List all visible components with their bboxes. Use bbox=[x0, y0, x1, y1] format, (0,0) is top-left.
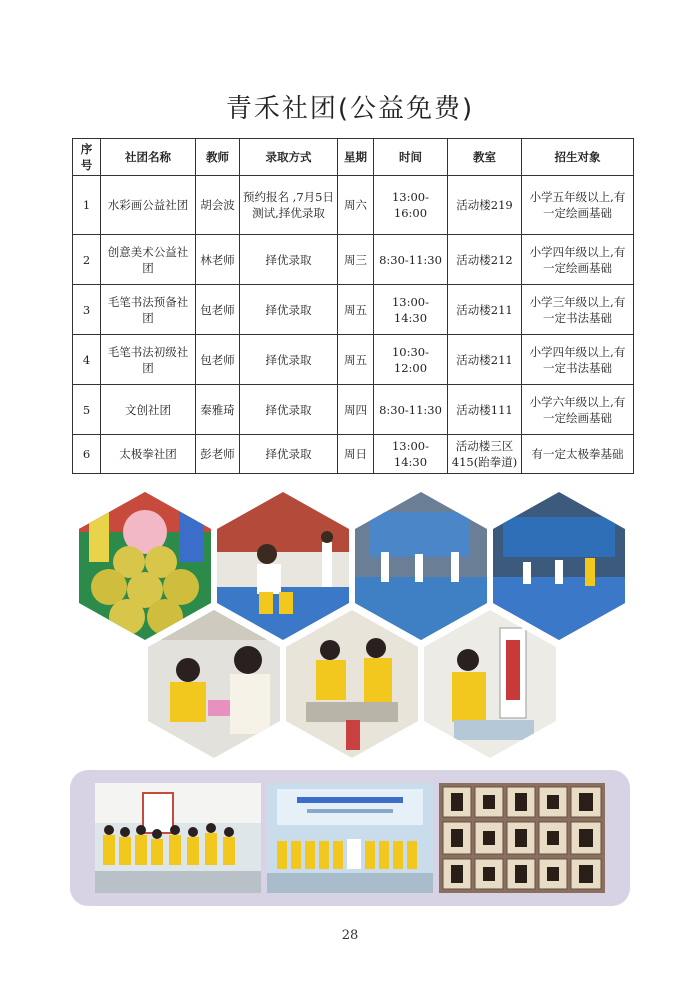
table-row bbox=[73, 435, 634, 474]
cell-index: 5 bbox=[73, 385, 101, 435]
cell-weekday: 周五 bbox=[338, 285, 374, 335]
cell-teacher: 彭老师 bbox=[196, 435, 240, 474]
col-header-classroom: 教室 bbox=[448, 139, 522, 176]
cell-club-name: 水彩画公益社团 bbox=[101, 176, 196, 235]
cell-index: 3 bbox=[73, 285, 101, 335]
cell-time: 8:30-11:30 bbox=[374, 235, 448, 285]
cell-teacher: 包老师 bbox=[196, 285, 240, 335]
col-header-weekday: 星期 bbox=[338, 139, 374, 176]
cell-target: 小学四年级以上,有一定书法基础 bbox=[522, 335, 634, 385]
cell-weekday: 周三 bbox=[338, 235, 374, 285]
cell-weekday: 周日 bbox=[338, 435, 374, 474]
page-number: 28 bbox=[341, 928, 359, 943]
cell-target: 小学三年级以上,有一定书法基础 bbox=[522, 285, 634, 335]
cell-admission: 择优录取 bbox=[240, 385, 338, 435]
cell-classroom: 活动楼111 bbox=[448, 385, 522, 435]
cell-teacher: 秦雅琦 bbox=[196, 385, 240, 435]
cell-time: 10:30-12:00 bbox=[374, 335, 448, 385]
table-row bbox=[73, 285, 634, 335]
col-header-admission: 录取方式 bbox=[240, 139, 338, 176]
table-row bbox=[73, 335, 634, 385]
cell-classroom: 活动楼三区415(跆拳道) bbox=[448, 435, 522, 474]
photo-group-outdoor bbox=[95, 783, 261, 893]
cell-admission: 预约报名 ,7月5日测试,择优录取 bbox=[240, 176, 338, 235]
cell-index: 6 bbox=[73, 435, 101, 474]
cell-club-name: 创意美术公益社团 bbox=[101, 235, 196, 285]
hex-photo-taichi-group bbox=[493, 492, 625, 640]
photo-group-stage bbox=[267, 783, 433, 893]
table-row bbox=[73, 235, 634, 285]
table-header-row bbox=[73, 139, 634, 176]
cell-teacher: 包老师 bbox=[196, 335, 240, 385]
cell-time: 13:00-14:30 bbox=[374, 285, 448, 335]
cell-target: 小学四年级以上,有一定绘画基础 bbox=[522, 235, 634, 285]
cell-teacher: 胡会波 bbox=[196, 176, 240, 235]
photo-strip bbox=[70, 770, 630, 906]
cell-club-name: 文创社团 bbox=[101, 385, 196, 435]
cell-teacher: 林老师 bbox=[196, 235, 240, 285]
cell-admission: 择优录取 bbox=[240, 335, 338, 385]
hex-photo-taichi-child bbox=[217, 492, 349, 640]
cell-classroom: 活动楼212 bbox=[448, 235, 522, 285]
col-header-club-name: 社团名称 bbox=[101, 139, 196, 176]
cell-weekday: 周五 bbox=[338, 335, 374, 385]
cell-weekday: 周六 bbox=[338, 176, 374, 235]
cell-target: 小学五年级以上,有一定绘画基础 bbox=[522, 176, 634, 235]
cell-time: 13:00-16:00 bbox=[374, 176, 448, 235]
cell-weekday: 周四 bbox=[338, 385, 374, 435]
photo-calligraphy-works bbox=[439, 783, 605, 893]
hexagon-photo-collage bbox=[0, 490, 700, 760]
hex-photo-art-class-2 bbox=[286, 610, 418, 758]
cell-index: 2 bbox=[73, 235, 101, 285]
hex-photo-art-class-3 bbox=[424, 610, 556, 758]
cell-time: 8:30-11:30 bbox=[374, 385, 448, 435]
table-row bbox=[73, 385, 634, 435]
club-table bbox=[72, 138, 634, 474]
col-header-time: 时间 bbox=[374, 139, 448, 176]
cell-classroom: 活动楼211 bbox=[448, 285, 522, 335]
col-header-index: 序号 bbox=[73, 139, 101, 176]
hex-photo-paper-craft bbox=[79, 492, 211, 640]
cell-club-name: 毛笔书法初级社团 bbox=[101, 335, 196, 385]
cell-time: 13:00-14:30 bbox=[374, 435, 448, 474]
hex-photo-art-class-1 bbox=[148, 610, 280, 758]
cell-classroom: 活动楼219 bbox=[448, 176, 522, 235]
cell-club-name: 太极拳社团 bbox=[101, 435, 196, 474]
cell-index: 1 bbox=[73, 176, 101, 235]
cell-classroom: 活动楼211 bbox=[448, 335, 522, 385]
hex-photo-taichi-stage bbox=[355, 492, 487, 640]
cell-target: 小学六年级以上,有一定绘画基础 bbox=[522, 385, 634, 435]
cell-index: 4 bbox=[73, 335, 101, 385]
col-header-target: 招生对象 bbox=[522, 139, 634, 176]
cell-target: 有一定太极拳基础 bbox=[522, 435, 634, 474]
table-row bbox=[73, 176, 634, 235]
cell-admission: 择优录取 bbox=[240, 235, 338, 285]
col-header-teacher: 教师 bbox=[196, 139, 240, 176]
page-title: 青禾社团(公益免费) bbox=[225, 94, 475, 124]
cell-admission: 择优录取 bbox=[240, 285, 338, 335]
cell-admission: 择优录取 bbox=[240, 435, 338, 474]
cell-club-name: 毛笔书法预备社团 bbox=[101, 285, 196, 335]
